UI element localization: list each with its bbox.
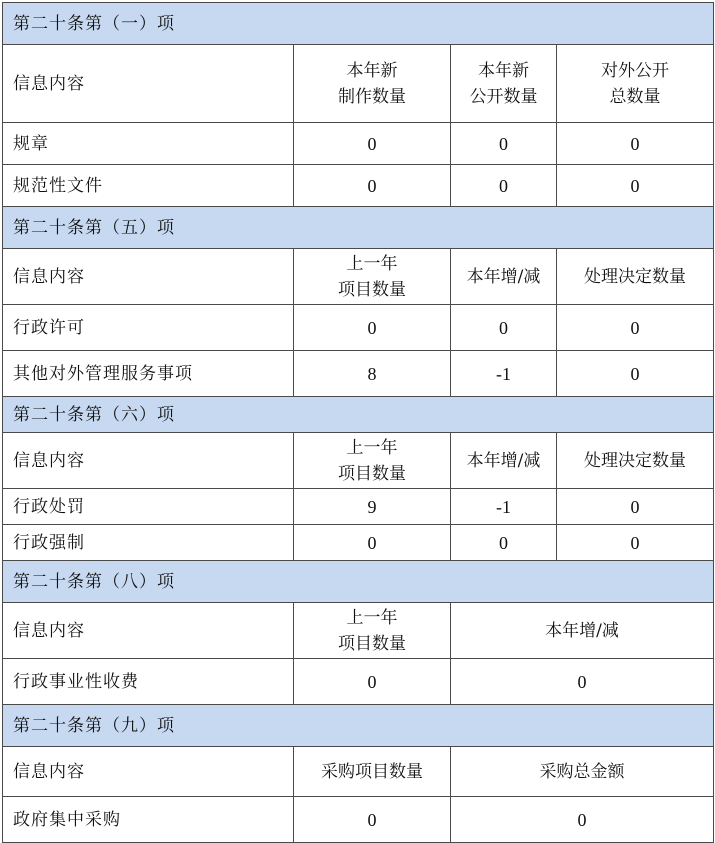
- header-info-content: 信息内容: [3, 249, 294, 305]
- table-row: [3, 351, 714, 397]
- value-cell: 0: [557, 351, 714, 397]
- value-cell: 0: [451, 797, 714, 843]
- row-label: 规范性文件: [3, 165, 294, 207]
- value-cell: 0: [294, 525, 451, 561]
- section-title: 第二十条第（一）项: [3, 3, 714, 45]
- value-cell: 0: [294, 165, 451, 207]
- header-cell: 上一年 项目数量: [294, 433, 451, 489]
- value-cell: 0: [451, 123, 557, 165]
- value-cell: 0: [294, 797, 451, 843]
- header-cell: 本年新 制作数量: [294, 45, 451, 123]
- row-label: 行政强制: [3, 525, 294, 561]
- header-cell: 本年增/减: [451, 603, 714, 659]
- header-info-content: 信息内容: [3, 433, 294, 489]
- header-info-content: 信息内容: [3, 45, 294, 123]
- section-title: 第二十条第（五）项: [3, 207, 714, 249]
- header-cell: 本年新 公开数量: [451, 45, 557, 123]
- header-cell: 采购总金额: [451, 747, 714, 797]
- row-label: 行政处罚: [3, 489, 294, 525]
- value-cell: 0: [294, 305, 451, 351]
- table-row: [3, 123, 714, 165]
- value-cell: 0: [451, 305, 557, 351]
- value-cell: -1: [451, 351, 557, 397]
- section-title: 第二十条第（六）项: [3, 397, 714, 433]
- row-label: 行政事业性收费: [3, 659, 294, 705]
- row-label: 其他对外管理服务事项: [3, 351, 294, 397]
- section-title: 第二十条第（九）项: [3, 705, 714, 747]
- value-cell: 9: [294, 489, 451, 525]
- table-row: [3, 489, 714, 525]
- table-row: [3, 305, 714, 351]
- value-cell: 0: [557, 165, 714, 207]
- value-cell: 8: [294, 351, 451, 397]
- table-row: [3, 165, 714, 207]
- value-cell: 0: [294, 659, 451, 705]
- header-cell: 上一年 项目数量: [294, 603, 451, 659]
- disclosure-table: [2, 2, 714, 843]
- value-cell: 0: [451, 165, 557, 207]
- header-cell: 本年增/减: [451, 433, 557, 489]
- value-cell: 0: [557, 123, 714, 165]
- value-cell: -1: [451, 489, 557, 525]
- section-title: 第二十条第（八）项: [3, 561, 714, 603]
- header-cell: 本年增/减: [451, 249, 557, 305]
- value-cell: 0: [557, 305, 714, 351]
- header-cell: 对外公开 总数量: [557, 45, 714, 123]
- value-cell: 0: [451, 659, 714, 705]
- row-label: 行政许可: [3, 305, 294, 351]
- header-cell: 处理决定数量: [557, 249, 714, 305]
- header-cell: 处理决定数量: [557, 433, 714, 489]
- table-row: [3, 525, 714, 561]
- value-cell: 0: [557, 525, 714, 561]
- table-row: [3, 797, 714, 843]
- value-cell: 0: [557, 489, 714, 525]
- value-cell: 0: [294, 123, 451, 165]
- row-label: 规章: [3, 123, 294, 165]
- header-cell: 上一年 项目数量: [294, 249, 451, 305]
- row-label: 政府集中采购: [3, 797, 294, 843]
- table-row: [3, 659, 714, 705]
- header-cell: 采购项目数量: [294, 747, 451, 797]
- header-info-content: 信息内容: [3, 603, 294, 659]
- header-info-content: 信息内容: [3, 747, 294, 797]
- value-cell: 0: [451, 525, 557, 561]
